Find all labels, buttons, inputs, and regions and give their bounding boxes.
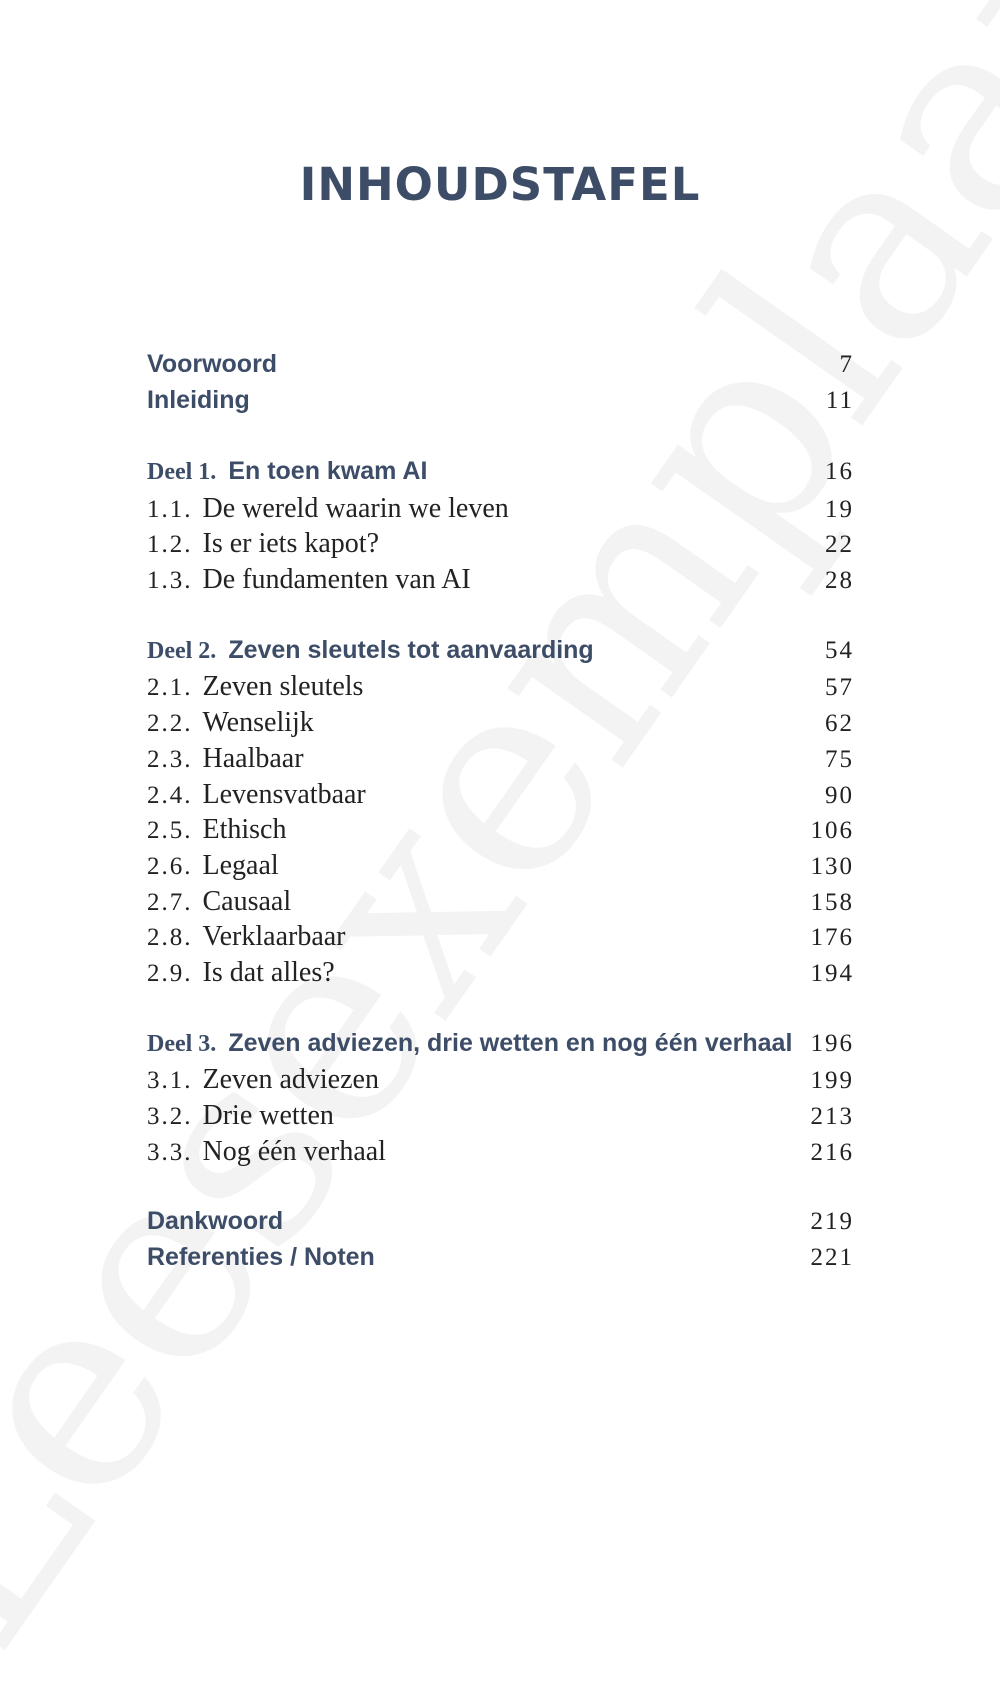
toc-entry-3-1[interactable] xyxy=(147,1064,854,1100)
toc-title: De fundamenten van AI xyxy=(202,564,471,595)
toc-section-number: 1.3. xyxy=(147,567,193,594)
toc-label xyxy=(147,814,287,846)
toc-title: Haalbaar xyxy=(202,743,304,774)
toc-label xyxy=(147,957,335,989)
toc-label xyxy=(147,850,279,882)
toc-title: Zeven adviezen, drie wetten en nog één verhaal xyxy=(228,1029,793,1057)
toc-title: De wereld waarin we leven xyxy=(202,493,509,524)
toc-title: Zeven adviezen xyxy=(202,1064,379,1095)
toc-entry-2-7[interactable] xyxy=(147,886,854,922)
toc-label xyxy=(147,457,427,486)
toc-section-number: Deel 1. xyxy=(147,459,217,485)
toc-entry-2-3[interactable] xyxy=(147,743,854,779)
toc-label: Referenties / Noten xyxy=(147,1243,375,1271)
toc-title: Nog één verhaal xyxy=(202,1136,386,1167)
toc-section-number: 2.5. xyxy=(147,817,193,844)
toc-label: Dankwoord xyxy=(147,1207,284,1235)
toc-page-number: 11 xyxy=(825,387,854,414)
toc-entry-2-1[interactable] xyxy=(147,671,854,707)
toc-entry-2-4[interactable] xyxy=(147,779,854,815)
toc-page-number: 22 xyxy=(825,531,854,558)
toc-page-number: 90 xyxy=(825,782,854,809)
toc-title: Is dat alles? xyxy=(202,957,335,988)
toc-section-number: 1.2. xyxy=(147,531,193,558)
toc-page-number: 19 xyxy=(825,496,854,523)
toc-section-number: 1.1. xyxy=(147,496,193,523)
toc-entry-voorwoord[interactable] xyxy=(147,350,854,386)
toc-section-number: 2.1. xyxy=(147,674,193,701)
toc-entry-referenties[interactable] xyxy=(147,1243,854,1279)
toc-entry-2-5[interactable] xyxy=(147,814,854,850)
toc-page-number: 199 xyxy=(810,1067,854,1094)
toc-entry-3-3[interactable] xyxy=(147,1136,854,1172)
toc-entry-inleiding[interactable] xyxy=(147,386,854,422)
toc-label xyxy=(147,528,379,560)
toc-entry-deel-1[interactable] xyxy=(147,457,854,493)
toc-label xyxy=(147,564,471,596)
toc-entry-2-6[interactable] xyxy=(147,850,854,886)
toc-section-number: 3.2. xyxy=(147,1103,193,1130)
toc-title: Legaal xyxy=(202,850,279,881)
toc-section-number: 2.9. xyxy=(147,960,193,987)
toc-label xyxy=(147,921,346,953)
toc-entry-2-2[interactable] xyxy=(147,707,854,743)
toc-page-number: 130 xyxy=(810,853,854,880)
toc-title: Wenselijk xyxy=(202,707,314,738)
toc-label: Inleiding xyxy=(147,386,250,414)
toc-page-number: 158 xyxy=(810,889,854,916)
toc-page-number: 216 xyxy=(810,1139,854,1166)
toc-label xyxy=(147,1100,334,1132)
toc-entry-3-2[interactable] xyxy=(147,1100,854,1136)
toc-label xyxy=(147,1136,386,1168)
toc-entry-dankwoord[interactable] xyxy=(147,1207,854,1243)
toc-section-number: 2.3. xyxy=(147,746,193,773)
toc-entry-deel-3[interactable] xyxy=(147,1029,854,1065)
toc-entry-1-2[interactable] xyxy=(147,528,854,564)
toc-title: Zeven sleutels tot aanvaarding xyxy=(228,636,594,664)
toc-section-number: 2.2. xyxy=(147,710,193,737)
toc-label xyxy=(147,1064,379,1096)
toc-section-number: 2.6. xyxy=(147,853,193,880)
toc-title: En toen kwam AI xyxy=(228,457,428,485)
toc-entry-2-8[interactable] xyxy=(147,921,854,957)
toc-page-number: 57 xyxy=(825,674,854,701)
toc-label xyxy=(147,636,594,665)
toc-section-number: 3.3. xyxy=(147,1139,193,1166)
toc-page-number: 213 xyxy=(810,1103,854,1130)
toc-section-number: 2.8. xyxy=(147,924,193,951)
toc-page-number: 28 xyxy=(825,567,854,594)
page-title: INHOUDSTAFEL xyxy=(299,158,701,211)
toc-page-number: 176 xyxy=(810,924,854,951)
toc-section-number: 2.7. xyxy=(147,889,193,916)
toc-entry-2-9[interactable] xyxy=(147,957,854,993)
toc-section-number: 2.4. xyxy=(147,782,193,809)
toc-title: Zeven sleutels xyxy=(202,671,364,702)
toc-title: Is er iets kapot? xyxy=(202,528,379,559)
toc-page-number: 196 xyxy=(810,1030,854,1057)
toc-title: Drie wetten xyxy=(202,1100,334,1131)
toc-page-number: 62 xyxy=(825,710,854,737)
toc-label xyxy=(147,707,314,739)
toc-entry-1-3[interactable] xyxy=(147,564,854,600)
toc-entry-1-1[interactable] xyxy=(147,493,854,529)
toc-label xyxy=(147,671,363,703)
toc-label xyxy=(147,886,291,918)
toc-section-number: Deel 3. xyxy=(147,1031,217,1057)
toc-label xyxy=(147,493,509,525)
toc-label: Voorwoord xyxy=(147,350,278,378)
toc-entry-deel-2[interactable] xyxy=(147,636,854,672)
toc-label xyxy=(147,743,304,775)
toc-section-number: Deel 2. xyxy=(147,638,217,664)
toc-page-number: 106 xyxy=(810,817,854,844)
toc-page-number: 221 xyxy=(810,1244,854,1271)
toc-title: Verklaarbaar xyxy=(202,921,346,952)
toc-page-number: 54 xyxy=(825,637,854,664)
toc-page-number: 194 xyxy=(810,960,854,987)
toc-title: Levensvatbaar xyxy=(202,779,366,810)
toc-page-number: 7 xyxy=(839,351,854,378)
toc-section-number: 3.1. xyxy=(147,1067,193,1094)
toc-title: Ethisch xyxy=(202,814,287,845)
toc-page-number: 219 xyxy=(810,1208,854,1235)
toc-label xyxy=(147,1029,792,1058)
toc-page-number: 75 xyxy=(825,746,854,773)
toc-page-number: 16 xyxy=(825,458,854,485)
toc-title: Causaal xyxy=(202,886,292,917)
toc-label xyxy=(147,779,366,811)
